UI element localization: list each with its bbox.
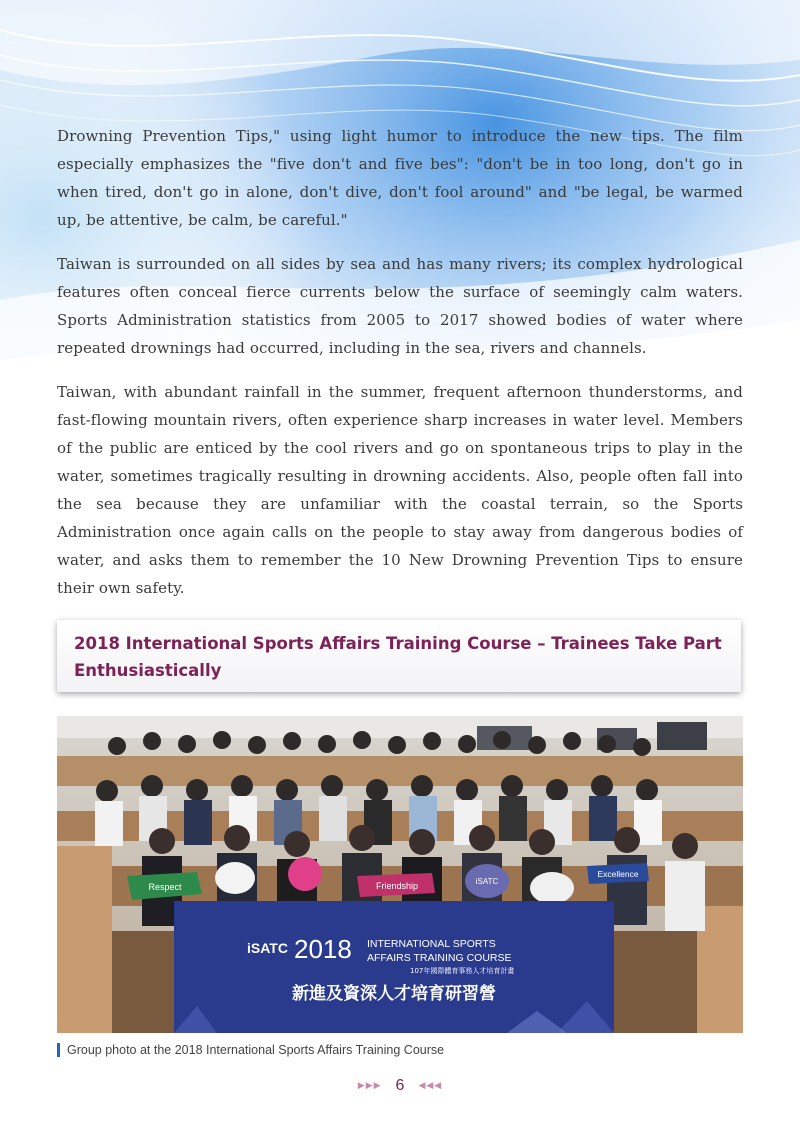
svg-text:新進及資深人才培育研習營: 新進及資深人才培育研習營 — [292, 984, 496, 1004]
photo-caption — [57, 1042, 444, 1058]
svg-text:iSATC: iSATC — [475, 877, 499, 886]
svg-text:Respect: Respect — [148, 882, 182, 892]
page-number: 6 — [395, 1077, 405, 1094]
section-heading: 2018 International Sports Affairs Training Course – Trainees Take Part Enthusiastically — [74, 634, 722, 680]
svg-text:Friendship: Friendship — [375, 881, 419, 891]
excellence-sign — [587, 863, 649, 884]
page-footer — [0, 1077, 800, 1095]
group-photo — [57, 716, 743, 1033]
svg-text:Excellence: Excellence — [597, 869, 639, 879]
isatc-sign — [465, 864, 509, 898]
section-heading-box — [57, 620, 741, 692]
paragraph-3: Taiwan, with abundant rainfall in the summer, frequent afternoon thunderstorms, and fast-flowing mountain rivers, often experience sharp increases in water level. Members of the public are enticed by the cool rivers and go on spontaneous trips to play in the water, sometimes tragically resulting in drowning accidents. Also, people often fall into the sea because they are unfamiliar with the coastal terrain, so the Sports Administration once again calls on the people to stay away from dangerous bodies of water, and asks them to remember the 10 New Drowning Prevention Tips to ensure their own safety. — [57, 383, 743, 597]
svg-text:2018: 2018 — [294, 934, 352, 964]
svg-text:AFFAIRS TRAINING COURSE: AFFAIRS TRAINING COURSE — [367, 952, 512, 964]
svg-text:INTERNATIONAL SPORTS: INTERNATIONAL SPORTS — [367, 938, 496, 950]
left-arrows-icon: ◀◀◀ — [418, 1080, 443, 1090]
event-banner — [174, 901, 614, 1033]
caption-marker — [57, 1043, 60, 1057]
paragraph-1: Drowning Prevention Tips," using light humor to introduce the new tips. The film especially emphasizes the "five don't and five bes": "don't be in too long, don't go in when tired, don't go in alone, don't dive, don't fool around" and "be legal, be warmed up, be attentive, be calm, be careful." — [57, 127, 743, 229]
caption-text: Group photo at the 2018 International Sports Affairs Training Course — [67, 1043, 445, 1057]
friendship-sign — [357, 873, 435, 897]
right-arrows-icon: ▶▶▶ — [357, 1080, 382, 1090]
article-body — [57, 122, 743, 618]
paragraph-2: Taiwan is surrounded on all sides by sea and has many rivers; its complex hydrological features often conceal fierce currents below the surface of seemingly calm waters. Sports Administration statistics from 2005 to 2017 showed bodies of water where repeated drownings had occurred, including in the sea, rivers and channels. — [57, 255, 743, 357]
svg-text:107年國際體育事務人才培育計畫: 107年國際體育事務人才培育計畫 — [410, 967, 515, 975]
svg-text:iSATC: iSATC — [247, 940, 288, 956]
